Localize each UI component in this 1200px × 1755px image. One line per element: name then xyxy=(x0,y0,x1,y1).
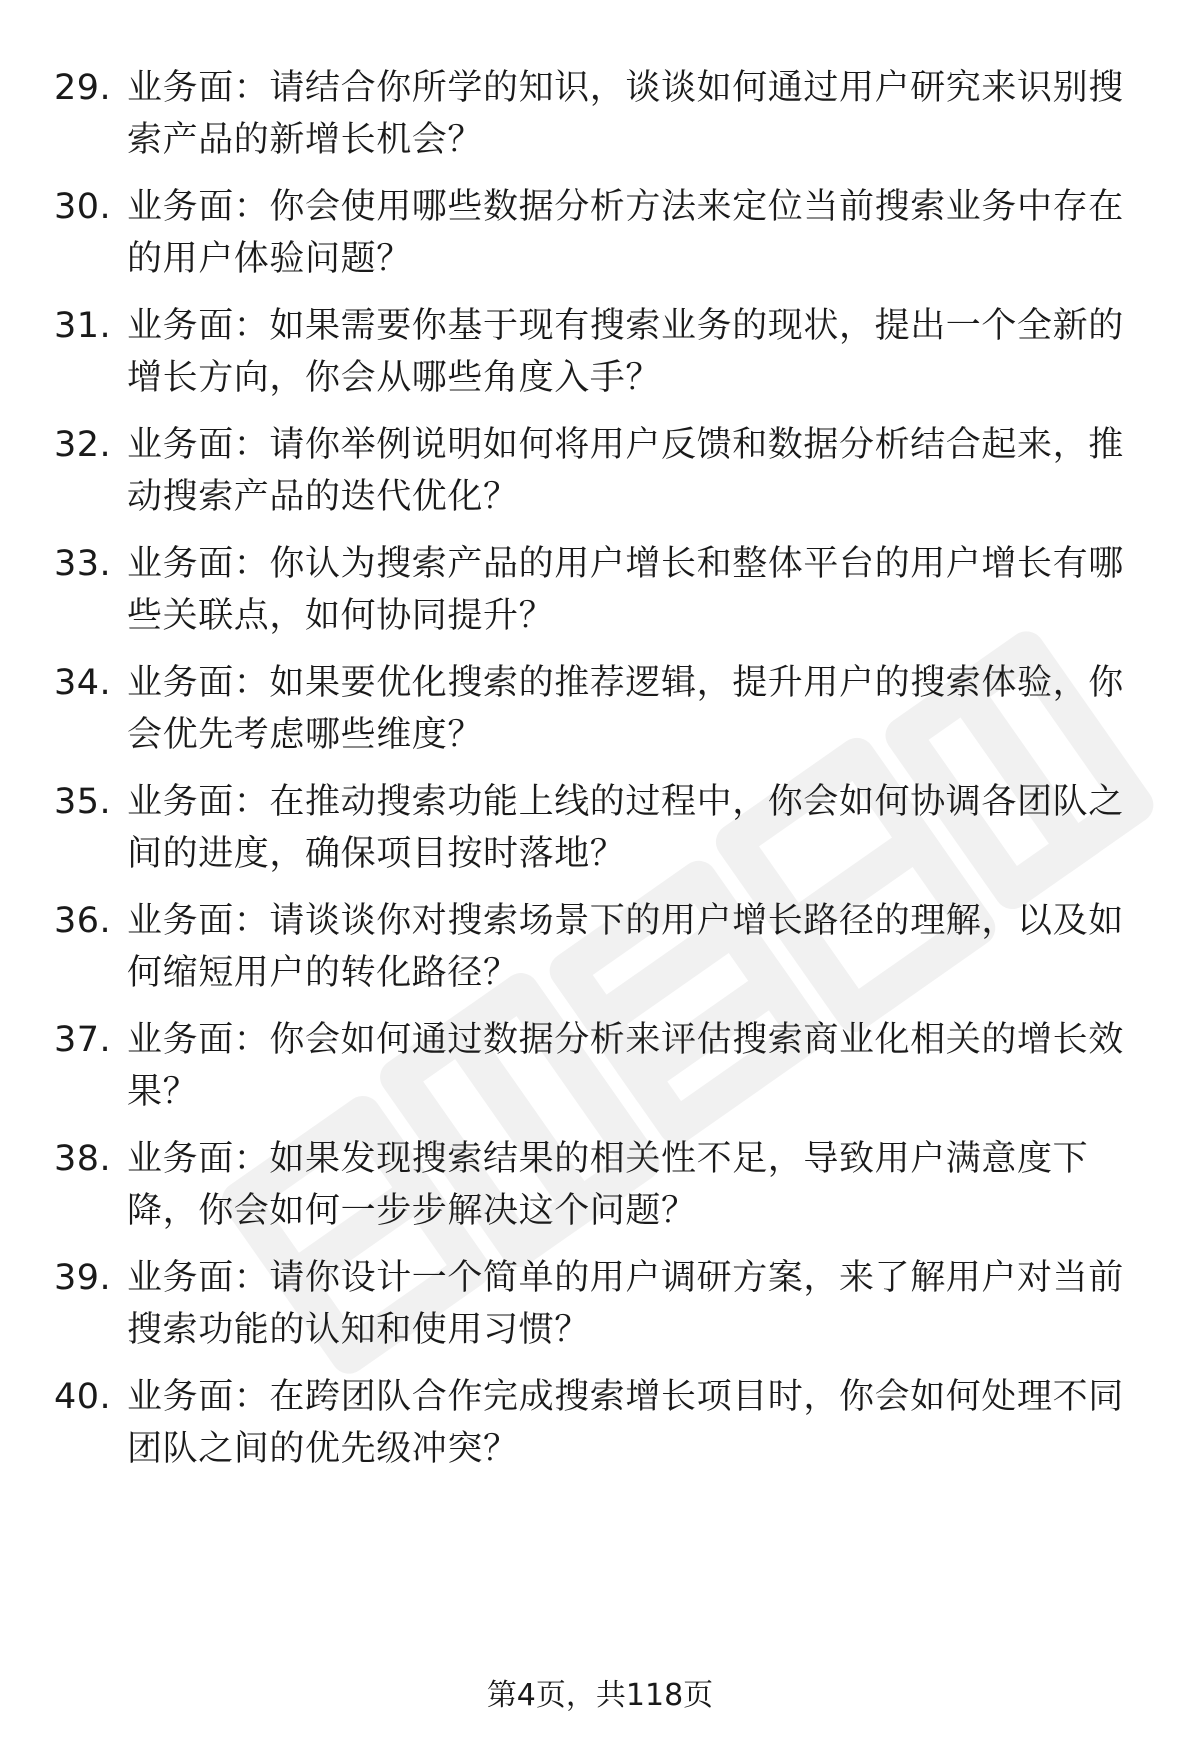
question-number: 29. xyxy=(54,68,112,108)
question-number: 39. xyxy=(54,1258,112,1298)
question-item xyxy=(0,181,1200,291)
question-text: 业务面：你会使用哪些数据分析方法来定位当前搜索业务中存在 的用户体验问题？ xyxy=(127,187,1124,279)
question-item xyxy=(0,1133,1200,1243)
question-number: 33. xyxy=(54,544,112,584)
question-text: 业务面：如果发现搜索结果的相关性不足，导致用户满意度下 降，你会如何一步步解决这个问题？ xyxy=(127,1139,1089,1231)
question-number: 31. xyxy=(54,306,112,346)
question-number: 30. xyxy=(54,187,112,227)
question-item xyxy=(0,538,1200,648)
question-item xyxy=(0,776,1200,886)
question-text: 业务面：你会如何通过数据分析来评估搜索商业化相关的增长效 果？ xyxy=(127,1020,1124,1112)
question-number: 36. xyxy=(54,901,112,941)
question-item xyxy=(0,1252,1200,1362)
question-item xyxy=(0,895,1200,1005)
question-number: 35. xyxy=(54,782,112,822)
question-text: 业务面：你认为搜索产品的用户增长和整体平台的用户增长有哪 些关联点，如何协同提升？ xyxy=(127,544,1124,636)
question-text: 业务面：请结合你所学的知识，谈谈如何通过用户研究来识别搜 索产品的新增长机会？ xyxy=(127,68,1124,160)
question-text: 业务面：如果需要你基于现有搜索业务的现状，提出一个全新的 增长方向，你会从哪些角度入手？ xyxy=(127,306,1124,398)
question-number: 40. xyxy=(54,1377,112,1417)
question-number: 32. xyxy=(54,425,112,465)
question-item xyxy=(0,300,1200,410)
question-text: 业务面：请你设计一个简单的用户调研方案，来了解用户对当前 搜索功能的认知和使用习惯？ xyxy=(127,1258,1124,1350)
question-item xyxy=(0,419,1200,529)
question-text: 业务面：在推动搜索功能上线的过程中，你会如何协调各团队之 间的进度，确保项目按时落地？ xyxy=(127,782,1124,874)
question-number: 34. xyxy=(54,663,112,703)
question-text: 业务面：如果要优化搜索的推荐逻辑，提升用户的搜索体验，你 会优先考虑哪些维度？ xyxy=(127,663,1124,755)
page-footer xyxy=(0,1676,1200,1716)
question-number: 37. xyxy=(54,1020,112,1060)
question-number: 38. xyxy=(54,1139,112,1179)
question-text: 业务面：请你举例说明如何将用户反馈和数据分析结合起来，推 动搜索产品的迭代优化？ xyxy=(127,425,1124,517)
question-item xyxy=(0,1371,1200,1481)
question-item xyxy=(0,657,1200,767)
question-item xyxy=(0,62,1200,172)
question-text: 业务面：在跨团队合作完成搜索增长项目时，你会如何处理不同 团队之间的优先级冲突？ xyxy=(127,1377,1124,1469)
question-item xyxy=(0,1014,1200,1124)
page-number-label: 第4页，共118页 xyxy=(486,1678,714,1713)
question-text: 业务面：请谈谈你对搜索场景下的用户增长路径的理解，以及如 何缩短用户的转化路径？ xyxy=(127,901,1124,993)
